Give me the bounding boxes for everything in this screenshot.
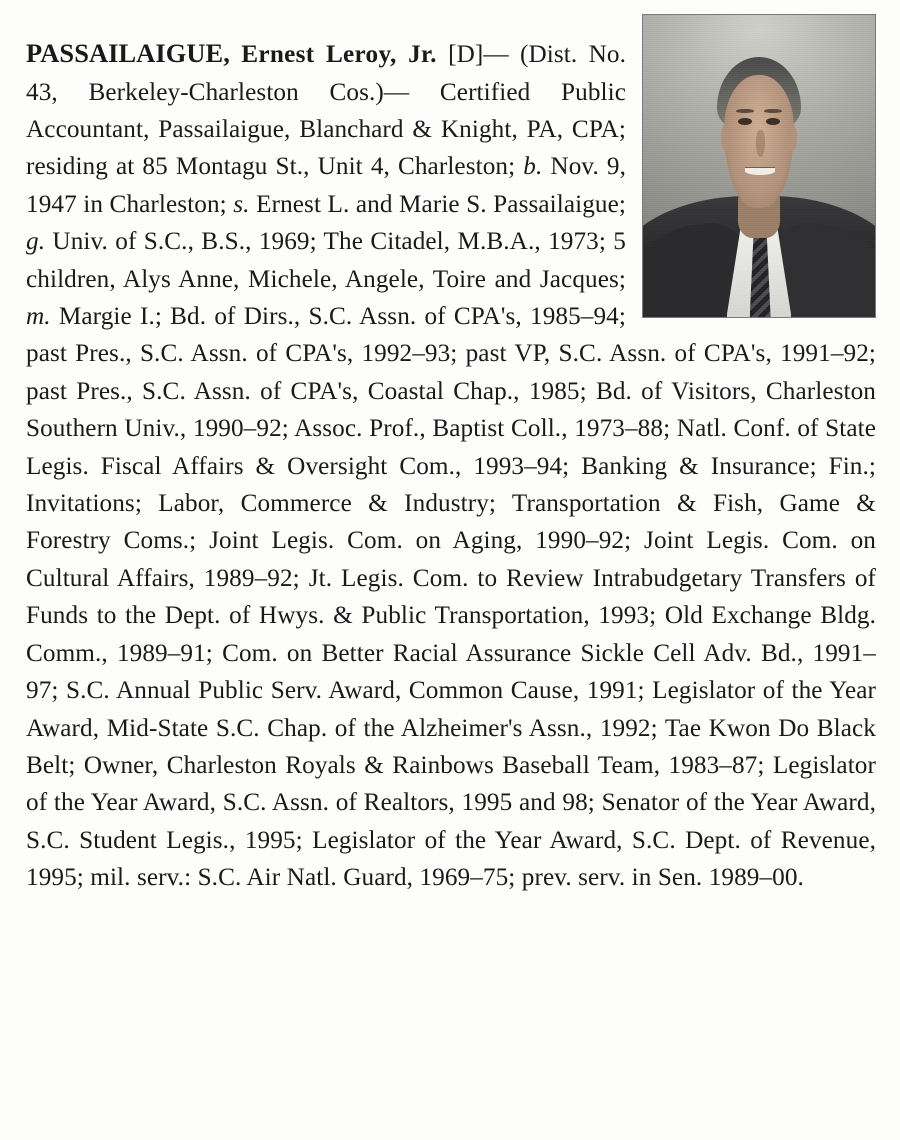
entry-party: [D]—	[448, 41, 509, 69]
entry-education-marker: g.	[26, 228, 46, 256]
entry-born: Nov. 9, 1947 in Charleston;	[26, 153, 626, 218]
entry-son-marker: s.	[233, 190, 250, 218]
entry-surname: PASSAILAIGUE,	[26, 38, 230, 69]
entry-occupation: Certified Public Accountant, Passailaigue, Blanchard & Knight, PA, CPA; residing at 85 Montagu St., Unit 4, Charleston;	[26, 78, 626, 181]
portrait-photo	[642, 14, 876, 318]
entry-district: (Dist. No. 43, Berkeley-Charleston Cos.)—	[26, 41, 626, 106]
entry-children: 5 children, Alys Anne, Michele, Angele, Toire and Jacques;	[26, 228, 626, 293]
entry-parents: Ernest L. and Marie S. Passailaigue;	[256, 190, 626, 218]
portrait-film-grain	[643, 15, 875, 317]
entry-married-marker: m.	[26, 303, 51, 331]
entry-education: Univ. of S.C., B.S., 1969; The Citadel, M.B.A., 1973;	[52, 228, 606, 256]
entry-service-record: Bd. of Dirs., S.C. Assn. of CPA's, 1985–94; past Pres., S.C. Assn. of CPA's, 1992–93; past VP, S.C. Assn. of CPA's, 1991–92; past Pres., S.C. Assn. of CPA's, Coastal Chap., 1985; Bd. of Visitors, Charleston Southern Univ., 1990–92; Assoc. Prof., Baptist Coll., 1973–88; Natl. Conf. of State Legis. Fiscal Affairs & Oversight Com., 1993–94; Banking & Insurance; Fin.; Invitations; Labor, Commerce & Industry; Transportation & Fish, Game & Forestry Coms.; Joint Legis. Com. on Aging, 1990–92; Joint Legis. Com. on Cultural Affairs, 1989–92; Jt. Legis. Com. to Review Intrabudgetary Transfers of Funds to the Dept. of Hwys. & Public Transportation, 1993; Old Exchange Bldg. Comm., 1989–91; Com. on Better Racial Assurance Sickle Cell Adv. Bd., 1991–97; S.C. Annual Public Serv. Award, Common Cause, 1991; Legislator of the Year Award, Mid-State S.C. Chap. of the Alzheimer's Assn., 1992; Tae Kwon Do Black Belt; Owner, Charleston Royals & Rainbows Baseball Team, 1983–87; Legislator of the Year Award, S.C. Assn. of Realtors, 1995 and 98; Senator of the Year Award, S.C. Student Legis., 1995; Legislator of the Year Award, S.C. Dept. of Revenue, 1995; mil. serv.: S.C. Air Natl. Guard, 1969–75; prev. serv. in Sen. 1989–00.	[26, 303, 876, 892]
entry-born-marker: b.	[523, 153, 543, 181]
entry-given-names: Ernest Leroy, Jr.	[241, 41, 437, 69]
entry-spouse: Margie I.;	[58, 303, 162, 331]
